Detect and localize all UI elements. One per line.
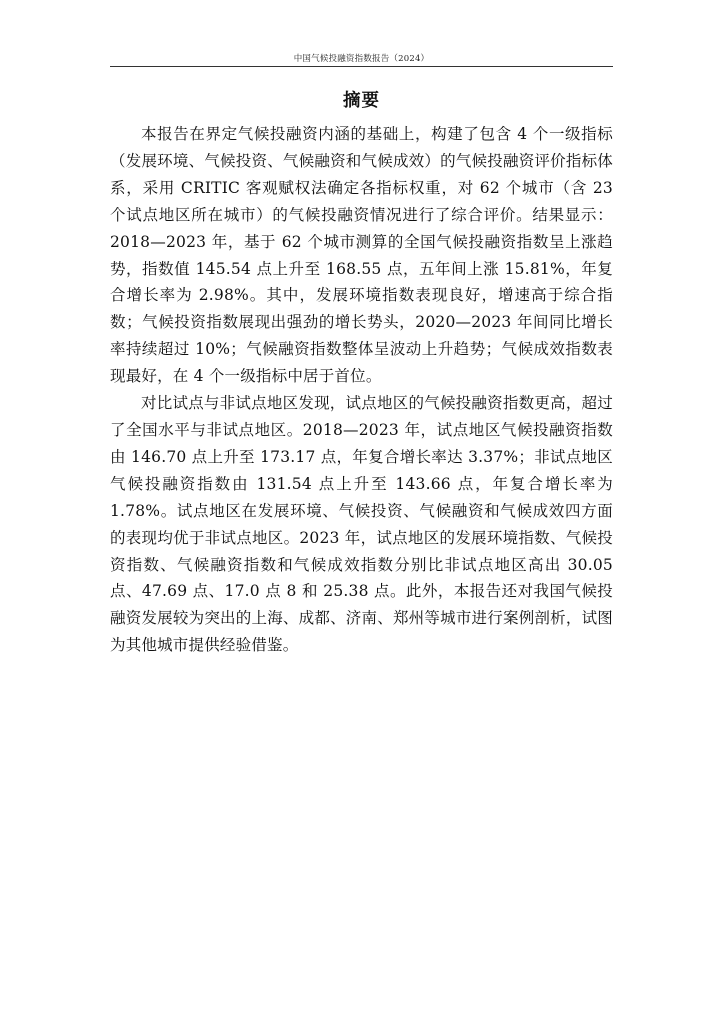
header-divider [110,66,613,67]
running-header: 中国气候投融资指数报告（2024） [293,54,430,64]
abstract-title: 摘要 [343,91,380,111]
abstract-paragraph-2: 对比试点与非试点地区发现，试点地区的气候投融资指数更高，超过了全国水平与非试点地区。2018—2023 年，试点地区气候投融资指数由 146.70 点上升至 173.17 点，年复合增长率达 3.37%；非试点地区气候投融资指数由 131.54 点上升至 143.66 点，年复合增长率为 1.78%。试点地区在发展环境、气候投资、气候融资和气候成效四方面的表现均优于非试点地区。2023 年，试点地区的发展环境指数、气候投资指数、气候融资指数和气候成效指数分别比非试点地区高出 30.05 点、47.69 点、17.0 点 8 和 25.38 点。此外，本报告还对我国气候投融资发展较为突出的上海、成都、济南、郑州等城市进行案例剖析，试图为其他城市提供经验借鉴。 [110,394,613,655]
abstract-body [110,121,613,659]
abstract-paragraph-1: 本报告在界定气候投融资内涵的基础上，构建了包含 4 个一级指标（发展环境、气候投资、气候融资和气候成效）的气候投融资评价指标体系，采用 CRITIC 客观赋权法确定各指标权重，对 62 个城市（含 23 个试点地区所在城市）的气候投融资情况进行了综合评价。结果显示：2018—2023 年，基于 62 个城市测算的全国气候投融资指数呈上涨趋势，指数值 145.54 点上升至 168.55 点，五年间上涨 15.81%，年复合增长率为 2.98%。其中，发展环境指数表现良好，增速高于综合指数；气候投资指数展现出强劲的增长势头，2020—2023 年间同比增长率持续超过 10%；气候融资指数整体呈波动上升趋势；气候成效指数表现最好，在 4 个一级指标中居于首位。 [110,125,613,386]
